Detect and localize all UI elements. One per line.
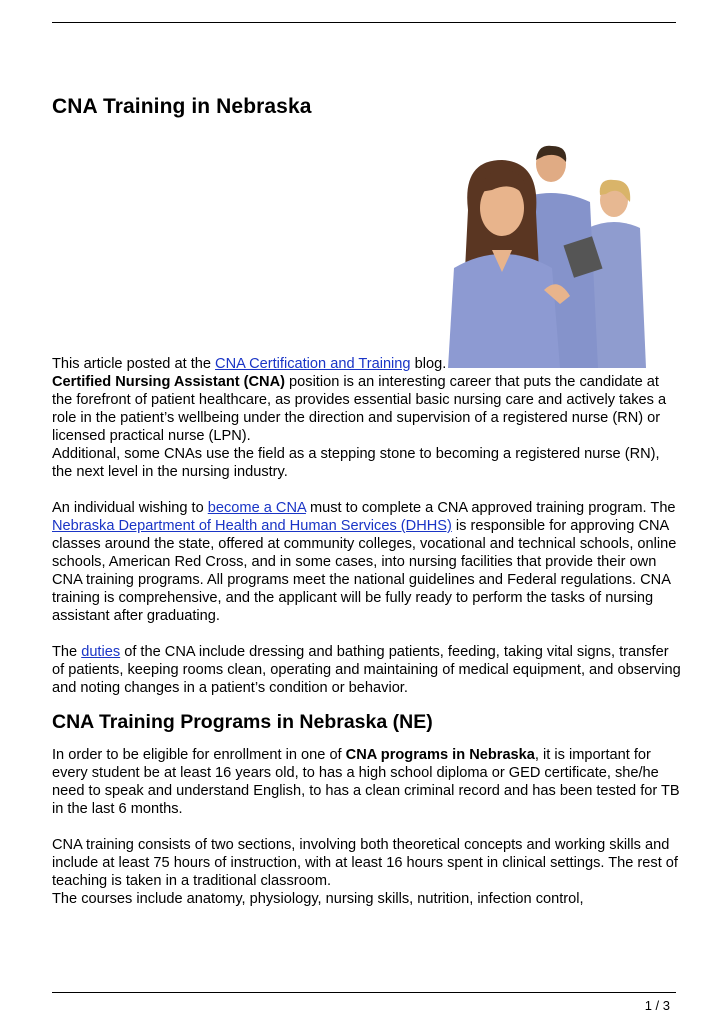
intro-paragraph: This article posted at the CNA Certification and Training blog. xyxy=(52,356,447,372)
duties-paragraph: The duties of the CNA include dressing and bathing patients, feeding, taking vital signs, transfer of patients, keeping rooms clean, operating and maintaining of medical equipment, and observing and noting changes in a patient’s condition or behavior. xyxy=(52,644,681,696)
page-title: CNA Training in Nebraska xyxy=(52,95,312,118)
page-number: 1 / 3 xyxy=(644,998,670,1013)
article-body xyxy=(52,355,682,908)
cna-programs-term: CNA programs in Nebraska xyxy=(345,747,535,763)
courses-paragraph: The courses include anatomy, physiology, nursing skills, nutrition, infection control, xyxy=(52,891,584,907)
dhhs-link[interactable]: Nebraska Department of Health and Human Services (DHHS) xyxy=(52,518,452,534)
eligibility-paragraph: In order to be eligible for enrollment in one of CNA programs in Nebraska, it is important for every student be at least 16 years old, to has a high school diploma or GED certificate, she/he need to speak and understand English, to has a clean criminal record and has been tested for TB in the last 6 months. xyxy=(52,747,680,817)
section-heading: CNA Training Programs in Nebraska (NE) xyxy=(52,711,433,733)
cna-definition-paragraph: Certified Nursing Assistant (CNA) position is an interesting career that puts the candidate at the forefront of patient healthcare, as provides essential basic nursing care and actively takes a role in the patient’s wellbeing under the direction and supervision of a registered nurse (RN) or licensed practical nurse (LPN). xyxy=(52,374,667,444)
duties-link[interactable]: duties xyxy=(81,644,121,660)
stepping-stone-paragraph: Additional, some CNAs use the field as a stepping stone to becoming a registered nurse (RN), the next level in the nursing industry. xyxy=(52,446,660,480)
training-program-paragraph: An individual wishing to become a CNA must to complete a CNA approved training program. The Nebraska Department of Health and Human Services (DHHS) is responsible for approving CNA classes around the state, offered at community colleges, vocational and technical schools, online schools, American Red Cross, and in some cases, into nursing facilities that provide their own CNA training programs. All programs meet the national guidelines and Federal regulations. CNA training is comprehensive, and the applicant will be fully ready to perform the tasks of nursing assistant after graduating. xyxy=(52,500,677,624)
header-rule xyxy=(52,22,676,23)
become-cna-link[interactable]: become a CNA xyxy=(207,500,306,516)
footer-rule xyxy=(52,992,676,993)
cna-term: Certified Nursing Assistant (CNA) xyxy=(52,374,285,390)
training-sections-paragraph: CNA training consists of two sections, involving both theoretical concepts and working skills and include at least 75 hours of instruction, with at least 16 hours spent in clinical settings. The rest of teaching is taken in a traditional classroom. xyxy=(52,837,678,889)
cna-certification-link[interactable]: CNA Certification and Training xyxy=(215,356,411,372)
nurses-photo xyxy=(448,140,662,368)
